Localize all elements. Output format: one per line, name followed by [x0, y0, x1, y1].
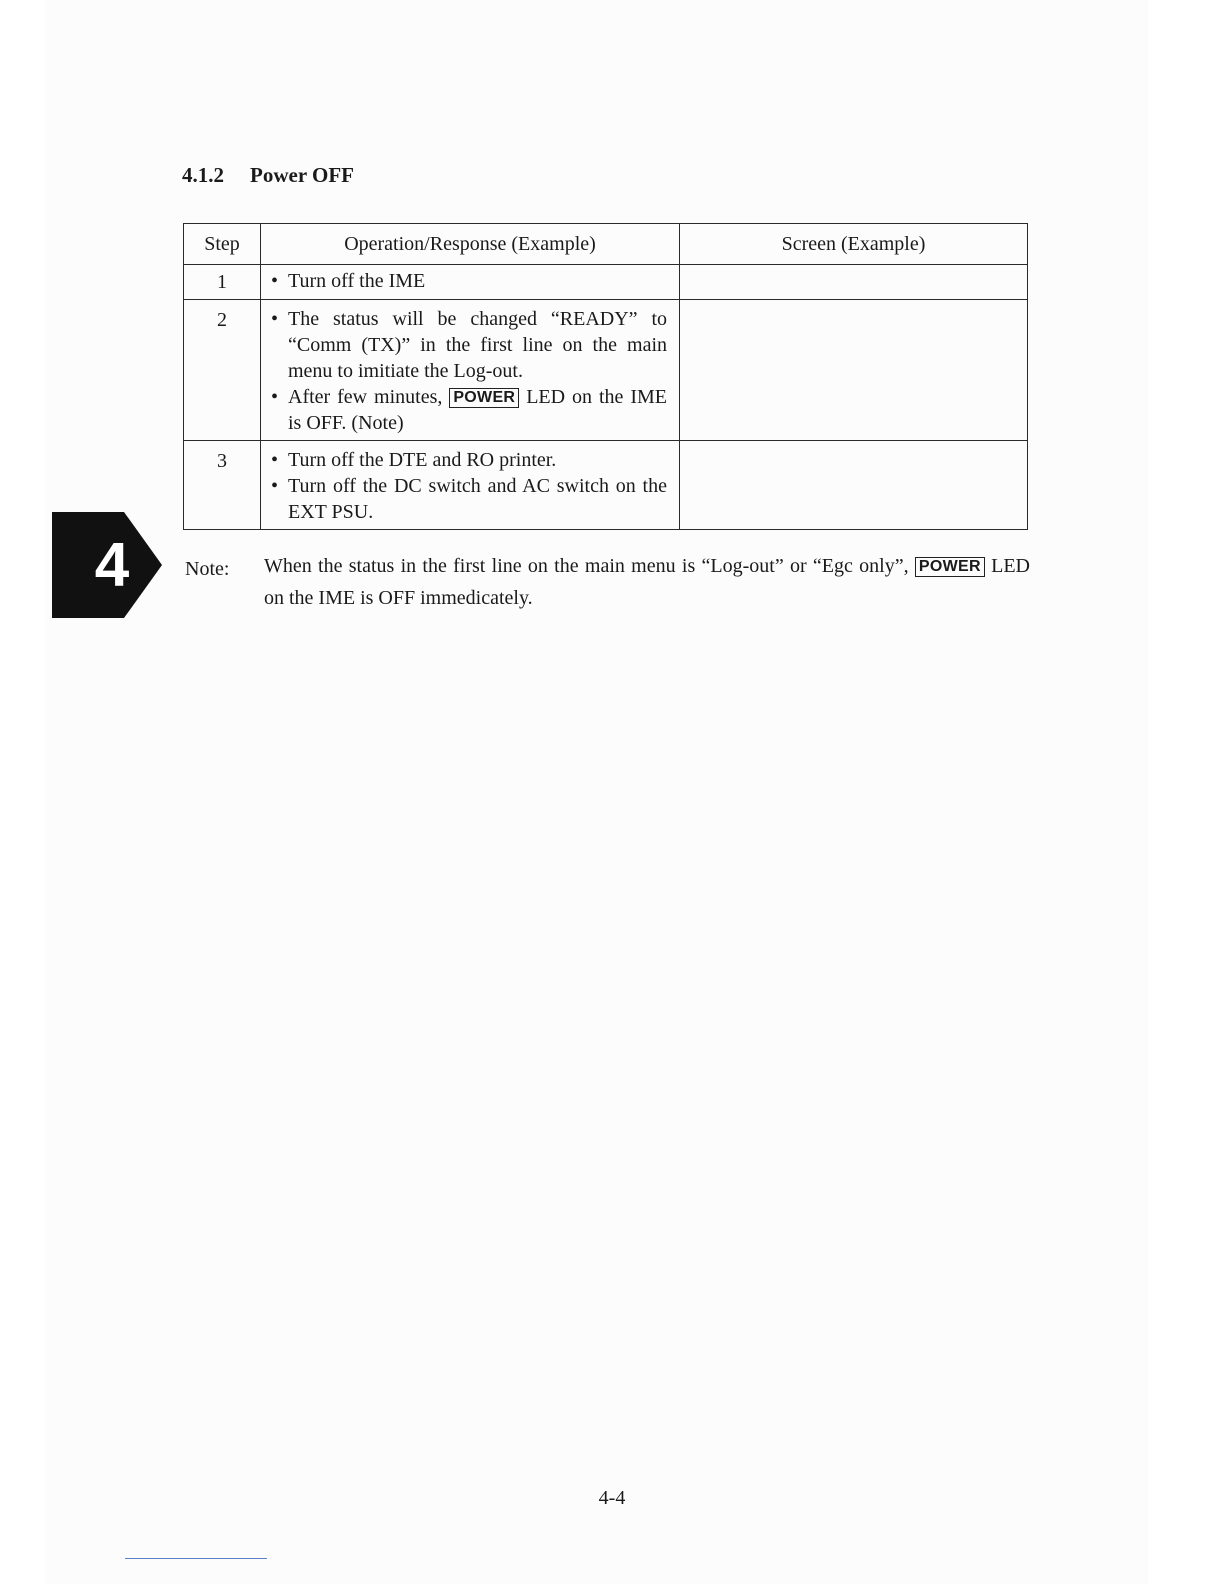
operation-text: The status will be changed “READY” to “Comm (TX)” in the first line on the main menu to imitiate the Log-out. — [288, 308, 667, 382]
step-number: 2 — [184, 300, 261, 441]
header-screen: Screen (Example) — [680, 224, 1028, 265]
table-row — [184, 441, 1028, 530]
bullet-glyph: • — [271, 475, 279, 497]
operation-cell — [261, 300, 680, 441]
bullet-glyph: • — [271, 270, 279, 292]
operation-cell — [261, 265, 680, 300]
list-item — [271, 384, 667, 436]
table-row — [184, 300, 1028, 441]
header-operation: Operation/Response (Example) — [261, 224, 680, 265]
note-text-after: LED on the IME is OFF immedicately. — [264, 555, 1031, 609]
screen-cell — [680, 441, 1028, 530]
bullet-glyph: • — [271, 449, 279, 471]
list-item — [271, 306, 667, 384]
note-text-before: When the status in the first line on the main menu is “Log-out” or “Egc only”, — [264, 555, 909, 577]
table-row — [184, 265, 1028, 300]
operation-text: Turn off the IME — [288, 270, 426, 292]
page-number: 4-4 — [598, 1487, 626, 1509]
step-number: 1 — [184, 265, 261, 300]
screen-cell — [680, 300, 1028, 441]
operation-text-before: After few minutes, — [288, 386, 443, 408]
power-key-label: POWER — [449, 388, 519, 408]
bullet-glyph: • — [271, 308, 279, 330]
step-number: 3 — [184, 441, 261, 530]
chapter-tab-marker — [52, 512, 162, 618]
operation-text: Turn off the DTE and RO printer. — [288, 449, 557, 471]
list-item — [271, 447, 667, 473]
steps-table — [183, 223, 1028, 530]
bottom-rule — [125, 1558, 267, 1559]
operation-text-after: LED on the IME is OFF. (Note) — [288, 386, 667, 434]
power-key-label: POWER — [915, 557, 985, 577]
operation-list — [271, 447, 667, 525]
list-item — [271, 473, 667, 525]
note-label: Note: — [185, 558, 230, 580]
operation-cell — [261, 441, 680, 530]
operation-list — [271, 268, 667, 294]
section-title: Power OFF — [250, 163, 354, 187]
screen-cell — [680, 265, 1028, 300]
section-number: 4.1.2 — [182, 163, 224, 187]
list-item — [271, 268, 667, 294]
note-body — [264, 550, 1030, 614]
chapter-number: 4 — [94, 530, 130, 600]
bullet-glyph: • — [271, 386, 279, 408]
section-heading — [182, 163, 354, 188]
operation-text: Turn off the DC switch and AC switch on the EXT PSU. — [288, 475, 667, 523]
header-step: Step — [184, 224, 261, 265]
table-header-row — [184, 224, 1028, 265]
operation-list — [271, 306, 667, 436]
